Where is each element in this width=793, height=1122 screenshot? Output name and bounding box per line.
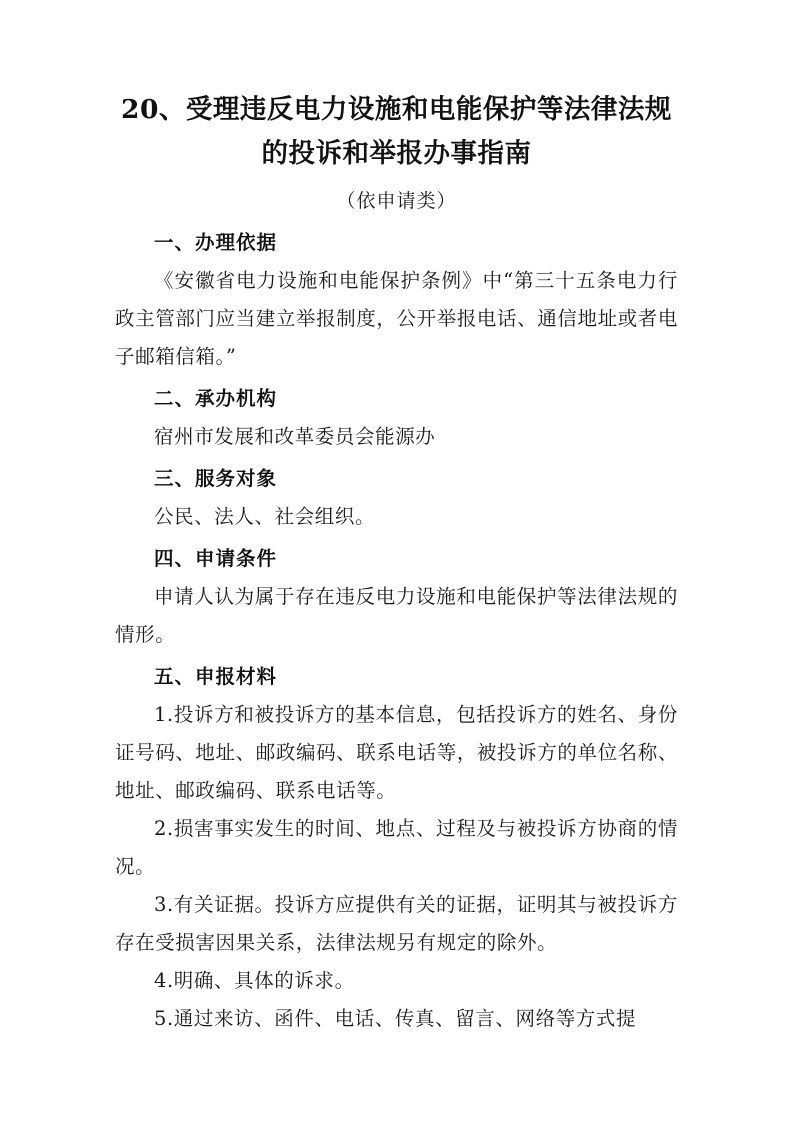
section-5-paragraph-2: 2.损害事实发生的时间、地点、过程及与被投诉方协商的情况。	[115, 817, 678, 878]
section-heading-2: 二、承办机构	[154, 387, 278, 410]
section-5-paragraph-1: 1.投诉方和被投诉方的基本信息，包括投诉方的姓名、身份证号码、地址、邮政编码、联系电话等，被投诉方的单位名称、地址、邮政编码、联系电话等。	[115, 703, 678, 802]
section-5-paragraph-5: 5.通过来访、函件、电话、传真、留言、网络等方式提	[154, 1007, 637, 1030]
document-subtitle: （依申请类）	[336, 190, 457, 212]
section-heading-1: 一、办理依据	[154, 231, 278, 254]
section-5-paragraph-3: 3.有关证据。投诉方应提供有关的证据，证明其与被投诉方存在受损害因果关系，法律法规另有规定的除外。	[115, 893, 678, 954]
section-2-paragraph-1: 宿州市发展和改革委员会能源办	[154, 425, 436, 448]
section-heading-5: 五、申报材料	[154, 665, 278, 688]
page-title: 20、受理违反电力设施和电能保护等法律法规的投诉和举报办事指南	[121, 94, 672, 169]
section-5-paragraph-4: 4.明确、具体的诉求。	[154, 969, 355, 992]
section-heading-4: 四、申请条件	[154, 547, 278, 570]
section-4-paragraph-1: 申请人认为属于存在违反电力设施和电能保护等法律法规的情形。	[115, 585, 678, 646]
section-3-paragraph-1: 公民、法人、社会组织。	[154, 505, 376, 528]
section-heading-3: 三、服务对象	[154, 467, 278, 490]
section-1-paragraph-1: 《安徽省电力设施和电能保护条例》中“第三十五条电力行政主管部门应当建立举报制度，公开举报电话、通信地址或者电子邮箱信箱。”	[115, 269, 678, 368]
